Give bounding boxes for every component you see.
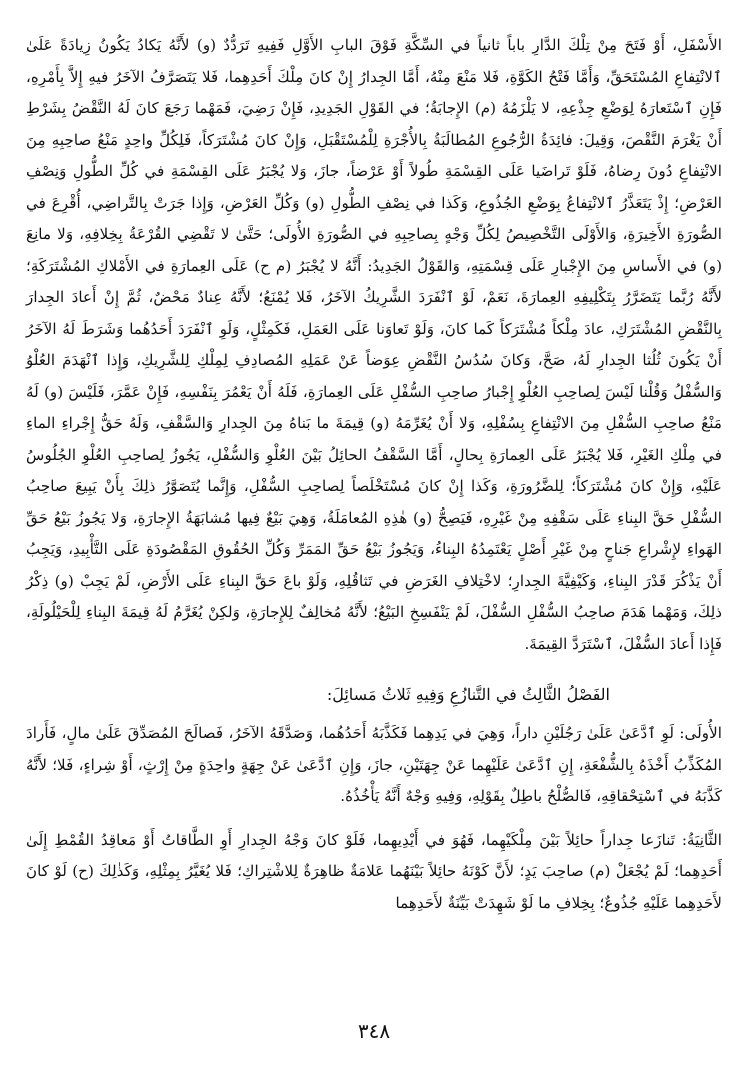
main-paragraph: الأَسْفَلِ، أَوْ فَتَحَ مِنْ تِلْكَ الدَّارِ باباً ثانياً في السِّكَّةِ فَوْقَ البابِ الأَوَّلِ فَفِيهِ تَرَدُّدٌ (و) لأَنَّهُ يَكادُ يَكُونُ زِيادَةً عَلَىٰ ٱلانْتِفاعِ المُسْتَحَقِّ، وَأَمَّا فَتْحُ الكَوَّةِ، فَلا مَنْعَ مِنْهُ، أَمَّا الجِدارُ إِنْ كانَ مِلْكَ أَحَدِهِما، فَلا يَتَصَرَّفُ الآخَرُ فيهِ إِلاَّ بِأَمْرِهِ، فَإِنِ ٱسْتَعارَهُ لِوَضْعِ جِذْعِهِ، لا يَلْزَمُهُ (م) الإِجابَةُ؛ في القَوْلِ الجَدِيدِ، فَإِنْ رَضِيَ، فَمَهْما رَجَعَ كانَ لَهُ النَّقْضُ بِشَرْطِ أَنْ يَغْرَمَ النَّقْصَ، وَقِيلَ: فائِدَةُ الرُّجُوعِ المُطالَبَةُ بِالأُجْرَةِ لِلْمُسْتَقْبَلِ، وَإِنْ كانَ مُشْتَرَكاً، فَلِكُلِّ واحِدٍ مَنْعُ صاحِبِهِ مِنَ الانْتِفاعِ دُونَ رِضاهُ، فَلَوْ تَراضَيا عَلَى القِسْمَةِ طُولاً أَوْ عَرْضاً، جازَ، وَلا يُجْبَرُ عَلَى القِسْمَةِ في كُلِّ الطُّولِ وَنِصْفِ العَرْضِ؛ إِذْ يَتَعَذَّرُ ٱلانْتِفاعُ بِوَضْعِ الجُذُوعِ، وَكَذا في نِصْفِ الطُّولِ (و) وَكُلِّ العَرْضِ، وَإِذا جَرَتْ بِالتَّراضِي، أُقْرِعَ في الصُّورَةِ الأَخِيرَةِ، وَالأَوْلَى التَّخْصِيصُ لِكُلِّ وَجْهٍ بِصاحِبِهِ في الصُّورَةِ الأُولَى؛ حَتَّىٰ لا تَقْضِي القُرْعَةُ بِخِلافِهِ، وَلا مانِعَ (و) في الأَساسِ مِنَ الإِجْبارِ عَلَى قِسْمَتِهِ، وَالقَوْلُ الجَدِيدُ: أَنَّهُ لا يُجْبَرُ (م ح) عَلَى العِمارَةِ في الأَمْلاكِ المُشْتَرَكَةِ؛ لأَنَّهُ رُبَّما يَتَضَرَّرُ بِتَكْلِيفِهِ العِمارَةَ، نَعَمْ، لَوْ ٱنْفَرَدَ الشَّرِيكُ الآخَرُ، فَلا يُمْنَعُ؛ لأَنَّهُ عِنادٌ مَحْضٌ، ثُمَّ إِنْ أَعادَ الجِدارَ بِالنَّقْضِ المُشْتَرَكِ، عادَ مِلْكاً مُشْتَرَكاً كَما كانَ، وَلَوْ تَعاوَنا عَلَى العَمَلِ، فَكَمِثْلٍ، وَلَوِ ٱنْفَرَدَ أَحَدُهُما وَشَرَطَ لَهُ الآخَرُ أَنْ يَكُونَ ثُلُثا الجِدارِ لَهُ، صَحَّ، وَكانَ سُدُسُ النَّقْضِ عِوَضاً عَنْ عَمَلِهِ المُصادِفِ لِمِلْكِ لِلشَّرِيكِ، وَإِذا ٱنْهَدَمَ العُلْوُ وَالسُّفْلُ وَقُلْنا لَيْسَ لِصاحِبِ العُلْوِ إِجْبارُ صاحِبِ السُّفْلِ عَلَى العِمارَةِ، فَلَهُ أَنْ يَعْمُرَ بِنَفْسِهِ، فَإِنْ عَمَّرَ، فَلَيْسَ (و) لَهُ مَنْعُ صاحِبِ السُّفْلِ مِنَ الانْتِفاعِ بِسُفْلِهِ، وَلا أَنْ يُغَرِّمَهُ (و) قِيمَةَ ما بَناهُ مِنَ الجِدارِ وَالسَّقْفِ، وَلَهُ حَقُّ إِجْراءِ الماءِ في مِلْكِ الغَيْرِ، فَلا يُجْبَرُ عَلَى العِمارَةِ بِحالٍ، أَمَّا السَّقْفُ الحائِلُ بَيْنَ العُلْوِ وَالسُّفْلِ، يَجُوزُ لِصاحِبِ العُلْوِ الجُلُوسُ عَلَيْهِ، وَإِنْ كانَ مُشْتَرَكاً؛ لِلضَّرُورَةِ، وَكَذا إِنْ كانَ مُسْتَخْلَصاً لِصاحِبِ السُّفْلِ، وَإِنَّما يُتَصَوَّرُ ذلِكَ بِأَنْ يَبِيعَ صاحِبُ السُّفْلِ حَقَّ البِناءِ عَلَى سَقْفِهِ مِنْ غَيْرِهِ، فَيَصِحُّ (و) هٰذِهِ المُعامَلَةُ، وَهِيَ بَيْعٌ فِيها مُشابَهَةُ الإِجارَةِ، وَلا يَجُوزُ بَيْعُ حَقِّ الهَواءِ لإِشْراعِ جَناحٍ مِنْ غَيْرِ أَصْلٍ يَعْتَمِدُهُ البِناءُ، وَيَجُوزُ بَيْعُ حَقِّ المَمَرِّ وَكُلِّ الحُقُوقِ المَقْصُودَةِ عَلَى التَّأْبِيدِ، وَيَجِبُ أَنْ يَذْكُرَ قَدْرَ البِناءِ، وَكَيْفِيَّةَ الجِدارِ؛ لاخْتِلافِ الغَرَضِ في تَثاقُلِهِ، وَلَوْ باعَ حَقَّ البِناءِ عَلَى الأَرْضِ، لَمْ يَجِبْ (و) ذِكْرُ ذلِكَ، وَمَهْما هَدَمَ صاحِبُ السُّفْلِ السُّفْلَ، لَمْ يَنْفَسِخِ البَيْعُ؛ لأَنَّهُ مُخالِفٌ لِلإِجارَةِ، وَلكِنْ يُغَرَّمُ لَهُ قِيمَةَ البِناءِ لِلْحَيْلُولَةِ، فَإِذا أَعادَ السُّفْلَ، ٱسْتَرَدَّ القِيمَةَ.: [26, 36, 722, 653]
issue-paragraph-first: الأُولَى: لَوِ ٱدَّعَىٰ عَلَىٰ رَجُلَيْنِ داراً، وَهِيَ في يَدِهِما فَكَذَّبَهُ أَحَدُهُما، وَصَدَّقَهُ الآخَرُ، فَصالَحَ المُصَدِّقَ عَلَىٰ مالٍ، فَأَرادَ المُكَذِّبُ أَخْذَهُ بِالشُّفْعَةِ، إِنِ ٱدَّعَىٰ عَلَيْهِما عَنْ جِهَتَيْنِ، جازَ، وَإِنِ ٱدَّعَىٰ عَنْ جِهَةٍ واحِدَةٍ مِنْ إِرْثٍ، أَوْ شِراءٍ، فَلا؛ لأَنَّهُ كَذَّبَهُ في ٱسْتِحْقاقِهِ، فَالصُّلْحُ باطِلٌ بِقَوْلِهِ، وَفِيهِ وَجْهٌ أَنَّهُ يَأْخُذُهُ.: [26, 724, 722, 805]
section-heading: الفَصْلُ الثَّالِثُ في التَّنازُعِ وَفِيهِ ثَلاثُ مَسائِلَ:: [326, 685, 610, 704]
page-body: [26, 30, 722, 919]
issue-paragraph-second: الثَّانِيَةُ: تَنازَعا جِداراً حائِلاً بَيْنَ مِلْكَيْهِما، فَهُوَ في أَيْدِيهِما، فَلَوْ كانَ وَجْهُ الجِدارِ أَوِ الطَّاقاتُ أَوْ مَعاقِدُ القُمْطِ إِلَىٰ أَحَدِهِما؛ لَمْ يُجْعَلْ (م) صاحِبَ يَدٍ؛ لأَنَّ كَوْنَهُ حائِلاً بَيْنَهُما عَلامَةٌ ظاهِرَةٌ لِلاشْتِراكِ؛ فَلا يُغَيَّرُ بِمِثْلِهِ، وَكَذٰلِكَ (ح) لَوْ كانَ لأَحَدِهِما عَلَيْهِ جُذُوعٌ؛ بِخِلافِ ما لَوْ شَهِدَتْ بَيِّنَةٌ لأَحَدِهِما: [26, 830, 722, 912]
page-number: ٣٤٨: [357, 1019, 391, 1043]
paragraph-gap: [26, 813, 722, 825]
